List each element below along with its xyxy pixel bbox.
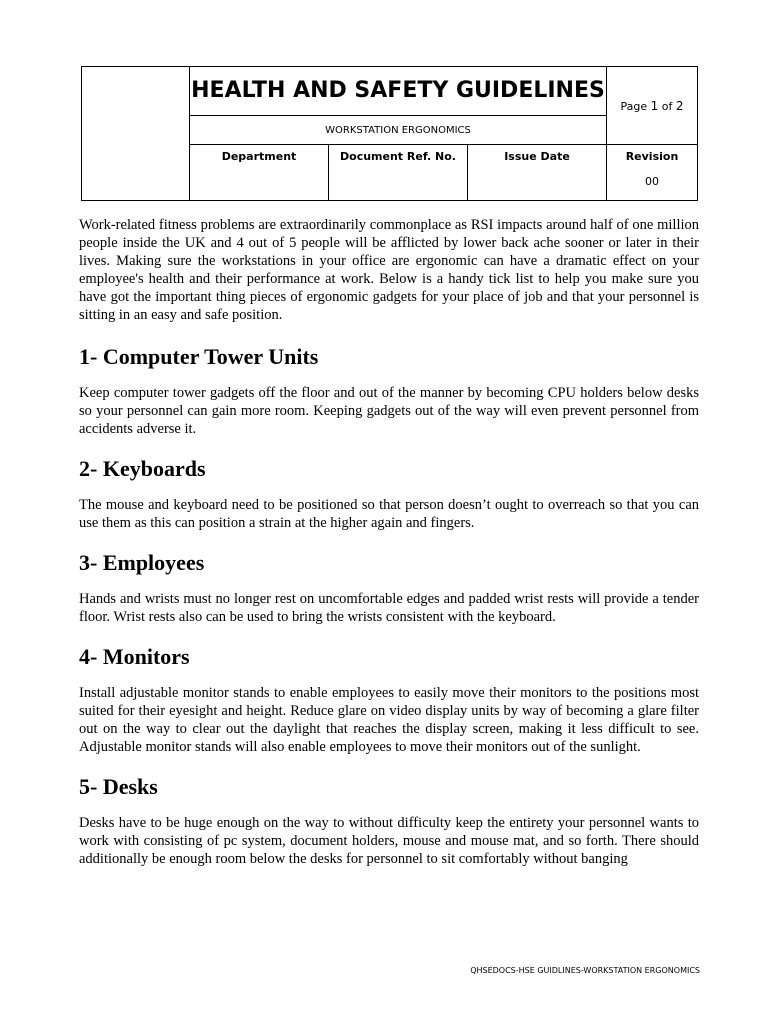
document-subtitle-cell bbox=[190, 116, 607, 145]
document-title-cell bbox=[190, 67, 607, 116]
revision-value: 00 bbox=[645, 175, 659, 188]
section-keyboards bbox=[79, 456, 699, 532]
document-ref-cell bbox=[329, 145, 468, 201]
document-ref-label: Document Ref. No. bbox=[340, 150, 456, 163]
issue-date-label: Issue Date bbox=[504, 150, 570, 163]
section-computer-tower-units bbox=[79, 344, 699, 438]
issue-date-cell bbox=[468, 145, 607, 201]
page-of: of bbox=[658, 99, 676, 113]
document-header-table bbox=[81, 66, 698, 201]
document-subtitle: WORKSTATION ERGONOMICS bbox=[325, 124, 471, 136]
logo-area bbox=[82, 67, 190, 201]
page-current: 1 bbox=[650, 98, 659, 113]
revision-cell bbox=[607, 145, 698, 201]
page-total: 2 bbox=[675, 98, 684, 113]
department-label: Department bbox=[221, 150, 297, 163]
department-cell bbox=[190, 145, 329, 201]
section-body: The mouse and keyboard need to be positioned so that person doesn’t ought to overreach so that you can use them as this can position a strain at the higher again and fingers. bbox=[79, 497, 699, 531]
section-heading: 2- Keyboards bbox=[79, 456, 206, 481]
section-monitors bbox=[79, 644, 699, 756]
section-heading: 5- Desks bbox=[79, 774, 158, 799]
page-prefix: Page bbox=[620, 99, 651, 113]
revision-label: Revision bbox=[625, 150, 679, 163]
page-footer: QHSEDOCS-HSE GUIDLINES-WORKSTATION ERGONOMICS bbox=[470, 966, 700, 975]
section-heading: 1- Computer Tower Units bbox=[79, 344, 319, 369]
document-title: HEALTH AND SAFETY GUIDELINES bbox=[191, 78, 605, 103]
section-desks bbox=[79, 774, 699, 868]
section-body: Keep computer tower gadgets off the floor and out of the manner by becoming CPU holders below desks so your personnel can gain more room. Keeping gadgets out of the way will even prevent personnel from accidents adverse it. bbox=[79, 385, 699, 437]
section-employees bbox=[79, 550, 699, 626]
section-heading: 3- Employees bbox=[79, 550, 205, 575]
intro-paragraph: Work-related fitness problems are extraordinarily commonplace as RSI impacts around half of one million people inside the UK and 4 out of 5 people will be afflicted by lower back ache sooner or later in their lives. Making sure the workstations in your office are ergonomic can have a dramatic effect on your employee's health and their performance at work. Below is a handy tick list to help you make sure you have got the important thing pieces of ergonomic gadgets for your place of job and that your personnel is sitting in an easy and safe position. bbox=[79, 217, 699, 323]
page-number-cell bbox=[607, 67, 698, 145]
section-body: Install adjustable monitor stands to enable employees to easily move their monitors to the positions most suited for their eyesight and height. Reduce glare on video display units by way of becoming a glare filter out on the way to clear out the daylight that reaches the display screen, making it less difficult to see. Adjustable monitor stands will also enable employees to move their monitors out of the sunlight. bbox=[79, 685, 699, 755]
document-body bbox=[79, 216, 699, 886]
section-body: Hands and wrists must no longer rest on uncomfortable edges and padded wrist rests will provide a tender floor. Wrist rests also can be used to bring the wrists consistent with the keyboard. bbox=[79, 591, 699, 625]
section-heading: 4- Monitors bbox=[79, 644, 190, 669]
section-body: Desks have to be huge enough on the way to without difficulty keep the entirety your personnel wants to work with consisting of pc system, document holders, mouse and mouse mat, and so forth. There should additionally be enough room below the desks for personnel to sit comfortably without banging bbox=[79, 815, 699, 867]
